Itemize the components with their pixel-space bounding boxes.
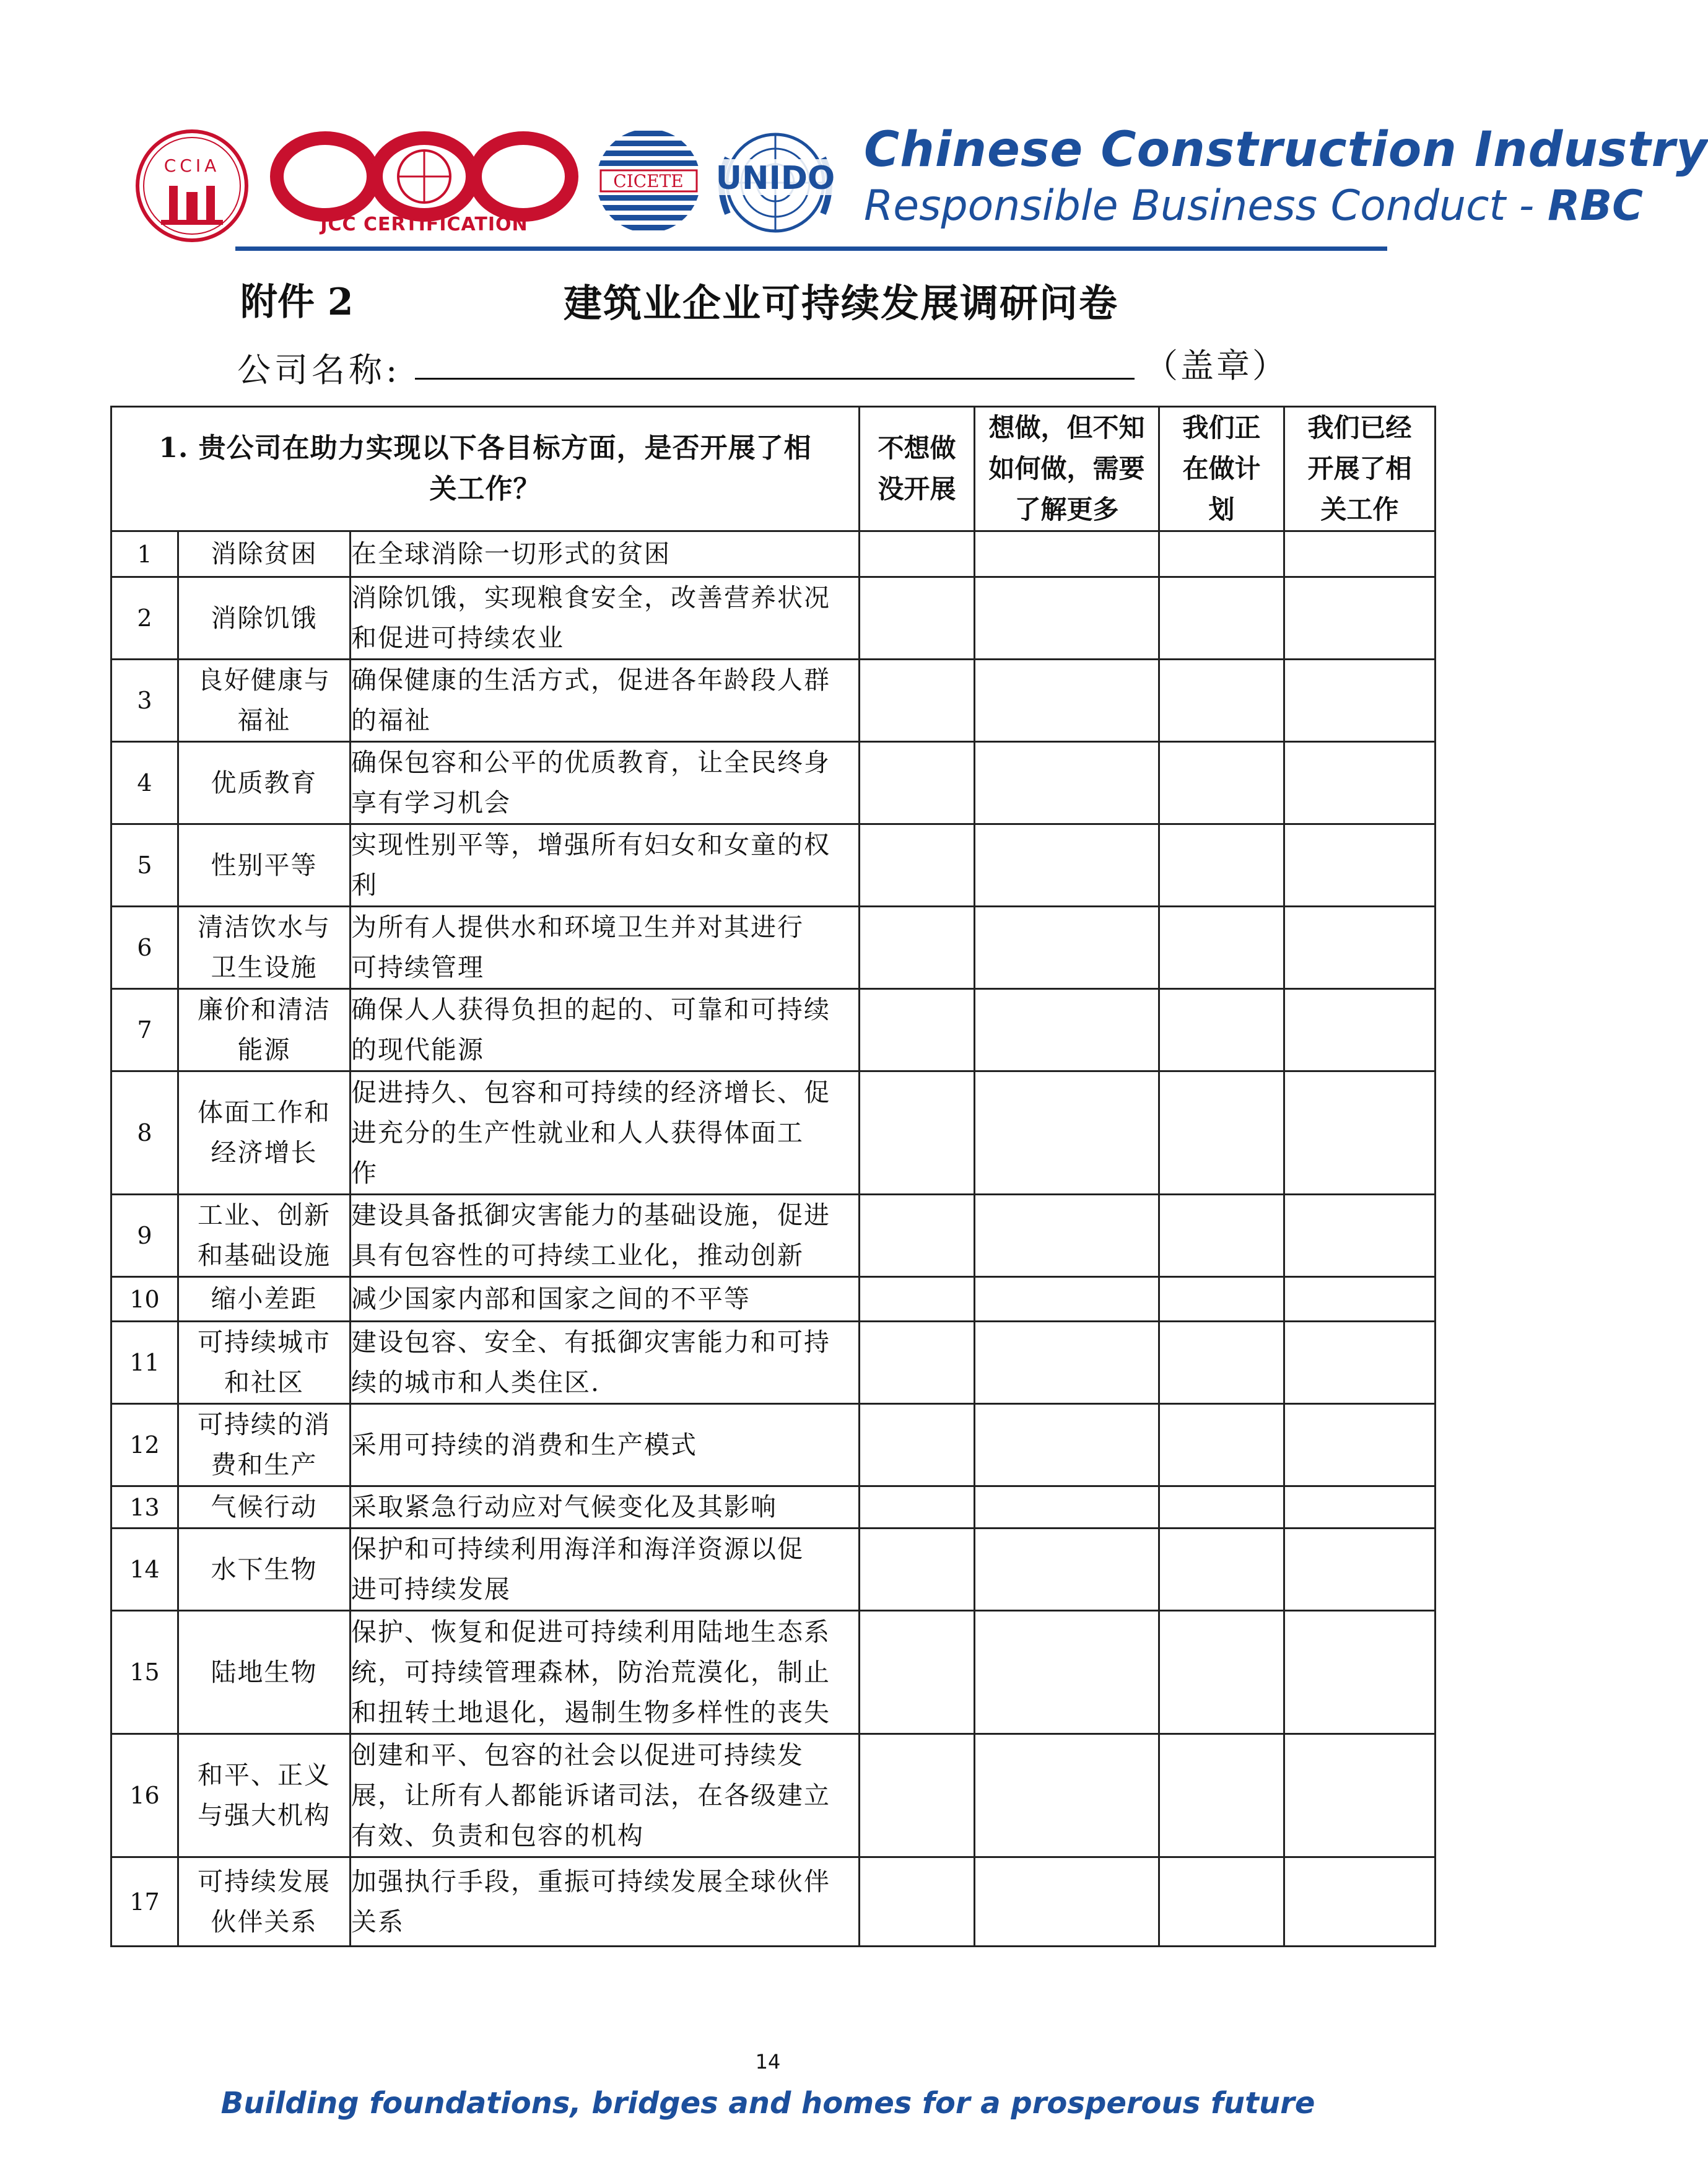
goal-description-line: 采用可持续的消费和生产模式 — [351, 1429, 697, 1460]
goal-description — [351, 824, 860, 907]
table-row — [111, 1277, 1436, 1322]
table-row — [111, 989, 1436, 1071]
goal-number: 1 — [111, 531, 178, 577]
answer-cell-already-done[interactable] — [1284, 577, 1436, 660]
goal-description-line: 建设包容、安全、有抵御灾害能力和可持 — [351, 1327, 830, 1357]
answer-cell-not-planned[interactable] — [860, 1195, 975, 1277]
goal-name — [178, 907, 351, 989]
answer-cell-planning[interactable] — [1159, 907, 1284, 989]
goal-description-line: 为所有人提供水和环境卫生并对其进行 — [351, 912, 804, 942]
goal-description-line: 保护和可持续利用海洋和海洋资源以促 — [351, 1534, 804, 1564]
goal-name — [178, 1611, 351, 1734]
answer-cell-want-to-learn[interactable] — [975, 531, 1159, 577]
answer-cell-not-planned[interactable] — [860, 1857, 975, 1947]
goal-name-line: 经济增长 — [211, 1138, 318, 1167]
footer-slogan: Building foundations, bridges and homes for a prosperous future — [220, 2086, 1315, 2121]
goal-name-line: 缩小差距 — [211, 1284, 318, 1314]
answer-cell-already-done[interactable] — [1284, 742, 1436, 824]
answer-cell-planning[interactable] — [1159, 1322, 1284, 1404]
option-header-planning — [1159, 407, 1284, 531]
attachment-label: 附件 2 — [240, 281, 354, 324]
table-row — [111, 660, 1436, 742]
answer-cell-already-done[interactable] — [1284, 1404, 1436, 1486]
table-row — [111, 1486, 1436, 1529]
goal-description-line: 利 — [351, 870, 378, 900]
goal-number: 11 — [111, 1322, 178, 1404]
answer-cell-want-to-learn[interactable] — [975, 1195, 1159, 1277]
goal-name — [178, 660, 351, 742]
goal-number: 10 — [111, 1277, 178, 1322]
cicete-logo — [595, 127, 703, 235]
company-name-label: 公司名称: — [237, 351, 401, 390]
unido-logo-text: UNIDO — [715, 160, 835, 197]
answer-cell-want-to-learn[interactable] — [975, 1857, 1159, 1947]
table-row — [111, 531, 1436, 577]
answer-cell-planning[interactable] — [1159, 824, 1284, 907]
goal-description — [351, 531, 860, 577]
goal-name-line: 福祉 — [237, 705, 291, 735]
answer-cell-want-to-learn[interactable] — [975, 1277, 1159, 1322]
goal-description — [351, 989, 860, 1071]
answer-cell-not-planned[interactable] — [860, 660, 975, 742]
goal-name — [178, 1404, 351, 1486]
question-header — [111, 407, 860, 531]
goal-description — [351, 1322, 860, 1404]
goal-name-line: 和平、正义 — [198, 1760, 331, 1790]
answer-cell-want-to-learn[interactable] — [975, 742, 1159, 824]
answer-cell-not-planned[interactable] — [860, 1611, 975, 1734]
table-row — [111, 1071, 1436, 1195]
answer-cell-already-done[interactable] — [1284, 1611, 1436, 1734]
goal-description-line: 具有包容性的可持续工业化，推动创新 — [351, 1241, 804, 1270]
goal-name — [178, 1486, 351, 1529]
table-row — [111, 1529, 1436, 1611]
goal-description-line: 在全球消除一切形式的贫困 — [351, 539, 671, 569]
header-title-line2-prefix: Responsible Business Conduct - — [864, 181, 1548, 230]
goal-description-line: 保护、恢复和促进可持续利用陆地生态系 — [351, 1616, 830, 1647]
answer-cell-already-done[interactable] — [1284, 531, 1436, 577]
goal-number: 14 — [111, 1529, 178, 1611]
goal-description — [351, 1857, 860, 1947]
answer-cell-want-to-learn[interactable] — [975, 1404, 1159, 1486]
header-title-line1: Chinese Construction Industry — [864, 122, 1708, 178]
goal-number: 9 — [111, 1195, 178, 1277]
answer-cell-not-planned[interactable] — [860, 1322, 975, 1404]
goal-description-line: 确保健康的生活方式，促进各年龄段人群 — [351, 665, 830, 695]
answer-cell-want-to-learn[interactable] — [975, 1734, 1159, 1857]
option-text: 没开展 — [878, 474, 956, 504]
answer-cell-already-done[interactable] — [1284, 1734, 1436, 1857]
goal-name-line: 消除贫困 — [211, 539, 318, 569]
answer-cell-already-done[interactable] — [1284, 1857, 1436, 1947]
goal-description — [351, 907, 860, 989]
goal-number: 4 — [111, 742, 178, 824]
answer-cell-not-planned[interactable] — [860, 577, 975, 660]
goal-number: 5 — [111, 824, 178, 907]
goal-number: 2 — [111, 577, 178, 660]
goal-name — [178, 1195, 351, 1277]
goal-name-line: 和社区 — [224, 1367, 304, 1397]
goal-description — [351, 1734, 860, 1857]
goal-description-line: 和扭转土地退化，遏制生物多样性的丧失 — [351, 1697, 830, 1727]
option-text: 想做，但不知 — [988, 412, 1145, 443]
option-text: 我们正 — [1182, 412, 1261, 443]
goal-number: 6 — [111, 907, 178, 989]
option-text: 不想做 — [878, 433, 956, 463]
goal-name-line: 工业、创新 — [198, 1200, 331, 1230]
table-row — [111, 742, 1436, 824]
option-text: 在做计 — [1182, 453, 1261, 484]
table-row — [111, 1611, 1436, 1734]
answer-cell-want-to-learn[interactable] — [975, 660, 1159, 742]
answer-cell-want-to-learn[interactable] — [975, 577, 1159, 660]
goal-description-line: 减少国家内部和国家之间的不平等 — [351, 1284, 751, 1314]
page-number: 14 — [755, 2050, 781, 2074]
header-banner — [133, 115, 1708, 257]
goal-name-line: 优质教育 — [211, 767, 318, 798]
answer-cell-not-planned[interactable] — [860, 824, 975, 907]
answer-cell-not-planned[interactable] — [860, 531, 975, 577]
survey-table — [110, 406, 1436, 1947]
goal-name — [178, 1529, 351, 1611]
option-text: 我们已经 — [1307, 412, 1412, 443]
goal-description-line: 和促进可持续农业 — [351, 623, 564, 653]
goal-description-line: 的现代能源 — [351, 1035, 484, 1065]
answer-cell-want-to-learn[interactable] — [975, 1071, 1159, 1195]
answer-cell-already-done[interactable] — [1284, 1529, 1436, 1611]
option-text: 如何做，需要 — [988, 453, 1145, 484]
goal-description-line: 作 — [351, 1158, 378, 1188]
goal-description — [351, 1611, 860, 1734]
goal-description — [351, 577, 860, 660]
goal-name-line: 能源 — [237, 1035, 291, 1065]
goal-description-line: 有效、负责和包容的机构 — [351, 1820, 644, 1851]
goal-name-line: 费和生产 — [211, 1450, 318, 1480]
goal-name — [178, 1277, 351, 1322]
unido-logo — [709, 121, 842, 242]
option-text: 了解更多 — [1014, 494, 1119, 525]
goal-description-line: 消除饥饿，实现粮食安全，改善营养状况 — [351, 583, 830, 613]
goal-description — [351, 1071, 860, 1195]
ccia-logo-text: CCIA — [163, 155, 220, 176]
seal-note: （盖章） — [1144, 346, 1288, 385]
goal-description-line: 促进持久、包容和可持续的经济增长、促 — [351, 1077, 830, 1107]
table-row — [111, 1195, 1436, 1277]
cicete-logo-text: CICETE — [613, 171, 684, 191]
company-name-field[interactable] — [415, 378, 1135, 380]
answer-cell-already-done[interactable] — [1284, 1322, 1436, 1404]
goal-name-line: 卫生设施 — [211, 953, 318, 982]
answer-cell-not-planned[interactable] — [860, 907, 975, 989]
goal-description — [351, 1486, 860, 1529]
answer-cell-want-to-learn[interactable] — [975, 907, 1159, 989]
goal-name-line: 良好健康与 — [198, 665, 331, 695]
goal-name-line: 体面工作和 — [198, 1097, 331, 1127]
answer-cell-planning[interactable] — [1159, 1734, 1284, 1857]
answer-cell-planning[interactable] — [1159, 1071, 1284, 1195]
answer-cell-already-done[interactable] — [1284, 989, 1436, 1071]
goal-description — [351, 1404, 860, 1486]
goal-description — [351, 742, 860, 824]
goal-description-line: 统，可持续管理森林，防治荒漠化，制止 — [351, 1657, 830, 1687]
answer-cell-planning[interactable] — [1159, 577, 1284, 660]
goal-name — [178, 577, 351, 660]
answer-cell-want-to-learn[interactable] — [975, 1486, 1159, 1529]
option-text: 关工作 — [1320, 494, 1399, 525]
goal-number: 16 — [111, 1734, 178, 1857]
goal-name-line: 气候行动 — [211, 1492, 318, 1522]
answer-cell-want-to-learn[interactable] — [975, 1529, 1159, 1611]
header-title-line2-bold: RBC — [1547, 181, 1644, 230]
goal-description-line: 采取紧急行动应对气候变化及其影响 — [351, 1492, 777, 1522]
goal-number: 8 — [111, 1071, 178, 1195]
answer-cell-not-planned[interactable] — [860, 742, 975, 824]
answer-cell-not-planned[interactable] — [860, 1529, 975, 1611]
table-row — [111, 577, 1436, 660]
answer-cell-planning[interactable] — [1159, 1529, 1284, 1611]
goal-description-line: 创建和平、包容的社会以促进可持续发 — [351, 1740, 804, 1770]
goal-description-line: 加强执行手段，重振可持续发展全球伙伴 — [351, 1866, 830, 1896]
answer-cell-planning[interactable] — [1159, 1857, 1284, 1947]
goal-name-line: 伙伴关系 — [211, 1906, 318, 1937]
goal-name — [178, 1857, 351, 1947]
goal-number: 17 — [111, 1857, 178, 1947]
ccia-logo — [133, 127, 251, 245]
goal-name-line: 消除饥饿 — [211, 603, 318, 633]
goal-name-line: 与强大机构 — [198, 1800, 331, 1830]
goal-description-line: 享有学习机会 — [351, 788, 511, 818]
question-line2: 关工作？ — [429, 473, 541, 505]
table-row — [111, 1734, 1436, 1857]
goal-number: 7 — [111, 989, 178, 1071]
goal-description-line: 进可持续发展 — [351, 1574, 511, 1604]
header-rule — [235, 246, 1387, 251]
goal-description — [351, 1195, 860, 1277]
answer-cell-already-done[interactable] — [1284, 907, 1436, 989]
answer-cell-planning[interactable] — [1159, 531, 1284, 577]
answer-cell-already-done[interactable] — [1284, 1486, 1436, 1529]
table-row — [111, 1322, 1436, 1404]
goal-description-line: 进充分的生产性就业和人人获得体面工 — [351, 1117, 804, 1148]
goal-name-line: 廉价和清洁 — [198, 995, 331, 1024]
goal-description-line: 确保包容和公平的优质教育，让全民终身 — [351, 748, 830, 777]
table-row — [111, 907, 1436, 989]
goal-name-line: 和基础设施 — [198, 1241, 331, 1270]
goal-name-line: 可持续的消 — [198, 1410, 331, 1439]
goal-description — [351, 1277, 860, 1322]
goal-name — [178, 1734, 351, 1857]
answer-cell-already-done[interactable] — [1284, 660, 1436, 742]
goal-description-line: 的福祉 — [351, 705, 431, 735]
goal-name-line: 水下生物 — [211, 1554, 318, 1584]
answer-cell-planning[interactable] — [1159, 1611, 1284, 1734]
answer-cell-want-to-learn[interactable] — [975, 989, 1159, 1071]
option-text: 划 — [1208, 494, 1235, 525]
goal-name — [178, 824, 351, 907]
answer-cell-want-to-learn[interactable] — [975, 1322, 1159, 1404]
table-row — [111, 1857, 1436, 1947]
goal-number: 15 — [111, 1611, 178, 1734]
goal-name-line: 可持续城市 — [198, 1327, 331, 1357]
goal-description-line: 确保人人获得负担的起的、可靠和可持续 — [351, 995, 830, 1024]
goal-name — [178, 989, 351, 1071]
goal-name-line: 性别平等 — [211, 850, 318, 880]
goal-description-line: 建设具备抵御灾害能力的基础设施，促进 — [351, 1200, 830, 1230]
answer-cell-already-done[interactable] — [1284, 1195, 1436, 1277]
answer-cell-not-planned[interactable] — [860, 1486, 975, 1529]
goal-description — [351, 1529, 860, 1611]
answer-cell-planning[interactable] — [1159, 1486, 1284, 1529]
option-header-not-planned — [860, 407, 975, 531]
goal-number: 13 — [111, 1486, 178, 1529]
table-header-row — [111, 407, 1436, 531]
answer-cell-not-planned[interactable] — [860, 989, 975, 1071]
answer-cell-want-to-learn[interactable] — [975, 1611, 1159, 1734]
answer-cell-want-to-learn[interactable] — [975, 824, 1159, 907]
answer-cell-planning[interactable] — [1159, 1404, 1284, 1486]
goal-name — [178, 531, 351, 577]
answer-cell-not-planned[interactable] — [860, 1277, 975, 1322]
goal-number: 3 — [111, 660, 178, 742]
answer-cell-already-done[interactable] — [1284, 1277, 1436, 1322]
goal-description-line: 可持续管理 — [351, 953, 484, 982]
answer-cell-not-planned[interactable] — [860, 1404, 975, 1486]
goal-description-line: 续的城市和人类住区. — [351, 1367, 601, 1397]
goal-name — [178, 1071, 351, 1195]
goal-description — [351, 660, 860, 742]
document-title: 建筑业企业可持续发展调研问卷 — [564, 281, 1119, 326]
answer-cell-planning[interactable] — [1159, 1195, 1284, 1277]
goal-name-line: 清洁饮水与 — [198, 912, 331, 942]
answer-cell-not-planned[interactable] — [860, 1071, 975, 1195]
goal-description-line: 实现性别平等，增强所有妇女和女童的权 — [351, 830, 830, 860]
option-header-already-done — [1284, 407, 1436, 531]
table-row — [111, 824, 1436, 907]
header-title-line2 — [864, 181, 1643, 230]
answer-cell-already-done[interactable] — [1284, 1071, 1436, 1195]
option-header-want-to-learn — [975, 407, 1159, 531]
goal-description-line: 展，让所有人都能诉诸司法，在各级建立 — [351, 1780, 830, 1810]
answer-cell-already-done[interactable] — [1284, 824, 1436, 907]
option-text: 开展了相 — [1307, 453, 1412, 484]
goal-name — [178, 1322, 351, 1404]
answer-cell-planning[interactable] — [1159, 660, 1284, 742]
answer-cell-not-planned[interactable] — [860, 1734, 975, 1857]
goal-number: 12 — [111, 1404, 178, 1486]
goal-name-line: 可持续发展 — [198, 1866, 331, 1896]
answer-cell-planning[interactable] — [1159, 742, 1284, 824]
answer-cell-planning[interactable] — [1159, 989, 1284, 1071]
goal-name — [178, 742, 351, 824]
jcc-certification-label: JCC CERTIFICATION — [320, 214, 528, 235]
answer-cell-planning[interactable] — [1159, 1277, 1284, 1322]
goal-description-line: 关系 — [351, 1906, 404, 1937]
goal-name-line: 陆地生物 — [211, 1657, 318, 1687]
table-row — [111, 1404, 1436, 1486]
question-line1: 1. 贵公司在助力实现以下各目标方面，是否开展了相 — [159, 432, 812, 464]
